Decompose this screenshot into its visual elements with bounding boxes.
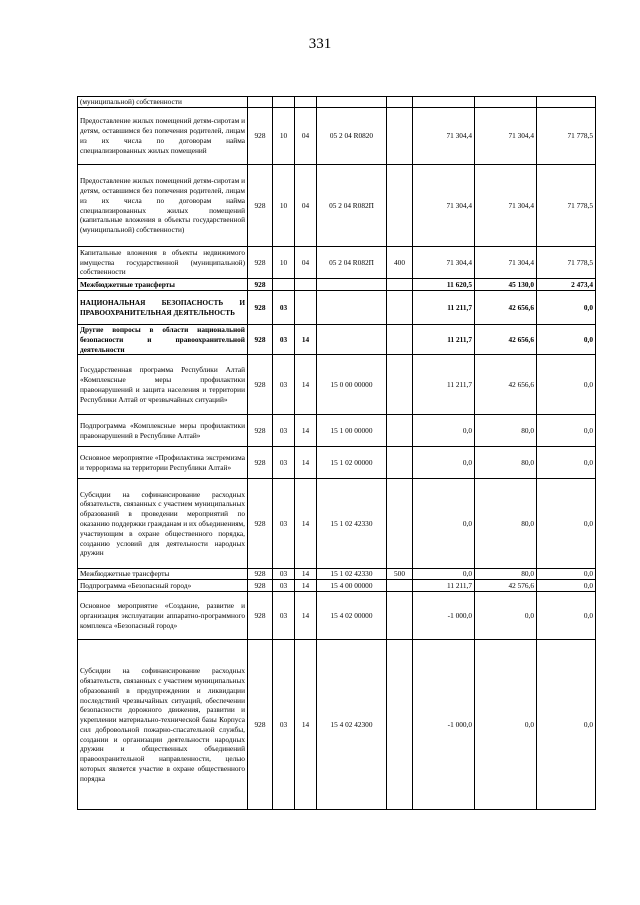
cell-subsection: 14 — [295, 325, 317, 355]
cell-name: Основное мероприятие «Создание, развитие и организация эксплуатации аппаратно-программного комплекса «Безопасный город» — [78, 592, 248, 640]
cell-name: Основное мероприятие «Профилактика экстремизма и терроризма на территории Республики Алтай» — [78, 447, 248, 479]
cell-amount-year2: 0,0 — [475, 640, 537, 810]
cell-expense-type — [387, 97, 413, 108]
cell-grbs: 928 — [248, 108, 273, 165]
cell-expense-type — [387, 325, 413, 355]
cell-expense-type — [387, 592, 413, 640]
cell-grbs: 928 — [248, 592, 273, 640]
cell-name: Подпрограмма «Безопасный город» — [78, 580, 248, 592]
cell-amount-year1: 71 304,4 — [413, 108, 475, 165]
cell-grbs: 928 — [248, 325, 273, 355]
cell-name: Межбюджетные трансферты — [78, 279, 248, 291]
cell-amount-year2: 45 130,0 — [475, 279, 537, 291]
cell-expense-type — [387, 580, 413, 592]
cell-amount-year3: 0,0 — [537, 592, 596, 640]
cell-target-article: 05 2 04 R082П — [317, 165, 387, 247]
cell-section: 03 — [273, 640, 295, 810]
cell-expense-type — [387, 415, 413, 447]
cell-section — [273, 279, 295, 291]
cell-grbs — [248, 97, 273, 108]
cell-grbs: 928 — [248, 355, 273, 415]
cell-target-article: 15 4 02 00000 — [317, 592, 387, 640]
cell-section: 03 — [273, 479, 295, 569]
cell-amount-year1: 0,0 — [413, 479, 475, 569]
cell-section: 10 — [273, 108, 295, 165]
cell-subsection: 14 — [295, 415, 317, 447]
cell-target-article: 15 4 02 42300 — [317, 640, 387, 810]
cell-amount-year2: 0,0 — [475, 592, 537, 640]
cell-amount-year2: 71 304,4 — [475, 247, 537, 279]
cell-amount-year3: 0,0 — [537, 325, 596, 355]
cell-expense-type: 400 — [387, 247, 413, 279]
table-row — [78, 291, 596, 325]
cell-section: 03 — [273, 415, 295, 447]
cell-amount-year1: 11 211,7 — [413, 580, 475, 592]
cell-name: (муниципальной) собственности — [78, 97, 248, 108]
table-row — [78, 592, 596, 640]
cell-amount-year1: 0,0 — [413, 415, 475, 447]
cell-amount-year2: 42 576,6 — [475, 580, 537, 592]
cell-subsection: 04 — [295, 247, 317, 279]
cell-section: 03 — [273, 447, 295, 479]
cell-target-article: 15 1 00 00000 — [317, 415, 387, 447]
cell-grbs: 928 — [248, 640, 273, 810]
cell-section: 10 — [273, 165, 295, 247]
cell-section: 03 — [273, 325, 295, 355]
cell-expense-type — [387, 447, 413, 479]
table-row — [78, 580, 596, 592]
cell-amount-year1: 11 620,5 — [413, 279, 475, 291]
cell-target-article: 15 1 02 42330 — [317, 479, 387, 569]
cell-expense-type — [387, 165, 413, 247]
cell-amount-year2: 80,0 — [475, 447, 537, 479]
table-row — [78, 479, 596, 569]
cell-section: 03 — [273, 291, 295, 325]
cell-amount-year2: 71 304,4 — [475, 165, 537, 247]
table-row — [78, 108, 596, 165]
cell-subsection — [295, 291, 317, 325]
cell-amount-year2: 80,0 — [475, 569, 537, 580]
cell-amount-year2: 71 304,4 — [475, 108, 537, 165]
cell-target-article — [317, 291, 387, 325]
cell-subsection: 14 — [295, 355, 317, 415]
cell-target-article — [317, 325, 387, 355]
cell-amount-year3 — [537, 97, 596, 108]
cell-expense-type — [387, 479, 413, 569]
cell-amount-year3: 0,0 — [537, 291, 596, 325]
table-row — [78, 97, 596, 108]
cell-amount-year1: 0,0 — [413, 569, 475, 580]
cell-subsection: 14 — [295, 447, 317, 479]
cell-amount-year1: 0,0 — [413, 447, 475, 479]
cell-subsection — [295, 279, 317, 291]
cell-target-article: 15 0 00 00000 — [317, 355, 387, 415]
cell-target-article: 15 4 00 00000 — [317, 580, 387, 592]
cell-amount-year3: 0,0 — [537, 415, 596, 447]
cell-amount-year1: 11 211,7 — [413, 355, 475, 415]
cell-amount-year3: 0,0 — [537, 580, 596, 592]
cell-target-article — [317, 279, 387, 291]
cell-amount-year3: 2 473,4 — [537, 279, 596, 291]
table-body — [78, 97, 596, 810]
cell-name: Капитальные вложения в объекты недвижимого имущества государственной (муниципальной) собственности — [78, 247, 248, 279]
cell-name: Другие вопросы в области национальной безопасности и правоохранительной деятельности — [78, 325, 248, 355]
cell-subsection: 04 — [295, 108, 317, 165]
cell-amount-year1: 11 211,7 — [413, 291, 475, 325]
cell-subsection: 04 — [295, 165, 317, 247]
cell-grbs: 928 — [248, 580, 273, 592]
cell-subsection — [295, 97, 317, 108]
cell-name: Подпрограмма «Комплексные меры профилактики правонарушений в Республике Алтай» — [78, 415, 248, 447]
cell-amount-year1: -1 000,0 — [413, 592, 475, 640]
cell-name: НАЦИОНАЛЬНАЯ БЕЗОПАСНОСТЬ И ПРАВООХРАНИТЕЛЬНАЯ ДЕЯТЕЛЬНОСТЬ — [78, 291, 248, 325]
table-row — [78, 355, 596, 415]
cell-amount-year3: 71 778,5 — [537, 108, 596, 165]
cell-grbs: 928 — [248, 291, 273, 325]
cell-name: Межбюджетные трансферты — [78, 569, 248, 580]
cell-section: 03 — [273, 592, 295, 640]
cell-amount-year3: 0,0 — [537, 569, 596, 580]
cell-amount-year3: 0,0 — [537, 479, 596, 569]
cell-grbs: 928 — [248, 479, 273, 569]
cell-grbs: 928 — [248, 279, 273, 291]
table-row — [78, 569, 596, 580]
cell-grbs: 928 — [248, 447, 273, 479]
table-row — [78, 247, 596, 279]
cell-name: Предоставление жилых помещений детям-сиротам и детям, оставшимся без попечения родителей, лицам из их числа по договорам найма специализированных жилых помещений — [78, 108, 248, 165]
cell-name: Субсидии на софинансирование расходных обязательств, связанных с участием муниципальных образований в предупреждении и ликвидации последствий чрезвычайных ситуаций, обеспечении безопасности дорожного движения, развитии и укреплении материально-технической базы Корпуса сил добровольной пожарно-спасательной службы, создании и организации деятельности народных дружин и общественных объединений правоохранительной направленности, целью которых является участие в охране общественного порядка — [78, 640, 248, 810]
cell-subsection: 14 — [295, 640, 317, 810]
table-row — [78, 640, 596, 810]
cell-grbs: 928 — [248, 247, 273, 279]
cell-amount-year3: 0,0 — [537, 640, 596, 810]
cell-amount-year2: 80,0 — [475, 415, 537, 447]
cell-subsection: 14 — [295, 569, 317, 580]
cell-amount-year2: 42 656,6 — [475, 355, 537, 415]
cell-amount-year1: -1 000,0 — [413, 640, 475, 810]
cell-grbs: 928 — [248, 415, 273, 447]
cell-amount-year1: 71 304,4 — [413, 247, 475, 279]
cell-amount-year3: 71 778,5 — [537, 247, 596, 279]
cell-amount-year1: 11 211,7 — [413, 325, 475, 355]
cell-section: 03 — [273, 569, 295, 580]
cell-amount-year2: 42 656,6 — [475, 291, 537, 325]
cell-section — [273, 97, 295, 108]
table-row — [78, 447, 596, 479]
cell-expense-type — [387, 291, 413, 325]
cell-name: Субсидии на софинансирование расходных обязательств, связанных с участием муниципальных образований в проведении мероприятий по оказанию поддержки гражданам и их объединениям, участвующим в охране общественного порядка, созданию условий для деятельности народных дружин — [78, 479, 248, 569]
cell-expense-type — [387, 640, 413, 810]
cell-target-article: 15 1 02 42330 — [317, 569, 387, 580]
cell-name: Предоставление жилых помещений детям-сиротам и детям, оставшимся без попечения родителей, лицам из их числа по договорам найма специализированных жилых помещений (капитальные вложения в объекты государственной (муниципальной) собственности) — [78, 165, 248, 247]
cell-section: 03 — [273, 580, 295, 592]
cell-subsection: 14 — [295, 580, 317, 592]
cell-amount-year3: 0,0 — [537, 355, 596, 415]
cell-expense-type — [387, 279, 413, 291]
cell-amount-year3: 71 778,5 — [537, 165, 596, 247]
cell-amount-year2 — [475, 97, 537, 108]
cell-amount-year2: 80,0 — [475, 479, 537, 569]
cell-section: 10 — [273, 247, 295, 279]
cell-target-article: 05 2 04 R082П — [317, 247, 387, 279]
cell-name: Государственная программа Республики Алтай «Комплексные меры профилактики правонарушений и защита населения и территории Республики Алтай от чрезвычайных ситуаций» — [78, 355, 248, 415]
table-row — [78, 165, 596, 247]
cell-grbs: 928 — [248, 569, 273, 580]
cell-expense-type — [387, 108, 413, 165]
cell-expense-type — [387, 355, 413, 415]
table-row — [78, 325, 596, 355]
cell-expense-type: 500 — [387, 569, 413, 580]
cell-target-article: 15 1 02 00000 — [317, 447, 387, 479]
budget-table — [77, 96, 596, 810]
cell-target-article — [317, 97, 387, 108]
cell-amount-year3: 0,0 — [537, 447, 596, 479]
cell-grbs: 928 — [248, 165, 273, 247]
cell-subsection: 14 — [295, 479, 317, 569]
page-number: 331 — [308, 36, 332, 52]
cell-target-article: 05 2 04 R0820 — [317, 108, 387, 165]
cell-amount-year1 — [413, 97, 475, 108]
cell-section: 03 — [273, 355, 295, 415]
table-row — [78, 279, 596, 291]
cell-amount-year2: 42 656,6 — [475, 325, 537, 355]
table-row — [78, 415, 596, 447]
cell-subsection: 14 — [295, 592, 317, 640]
cell-amount-year1: 71 304,4 — [413, 165, 475, 247]
